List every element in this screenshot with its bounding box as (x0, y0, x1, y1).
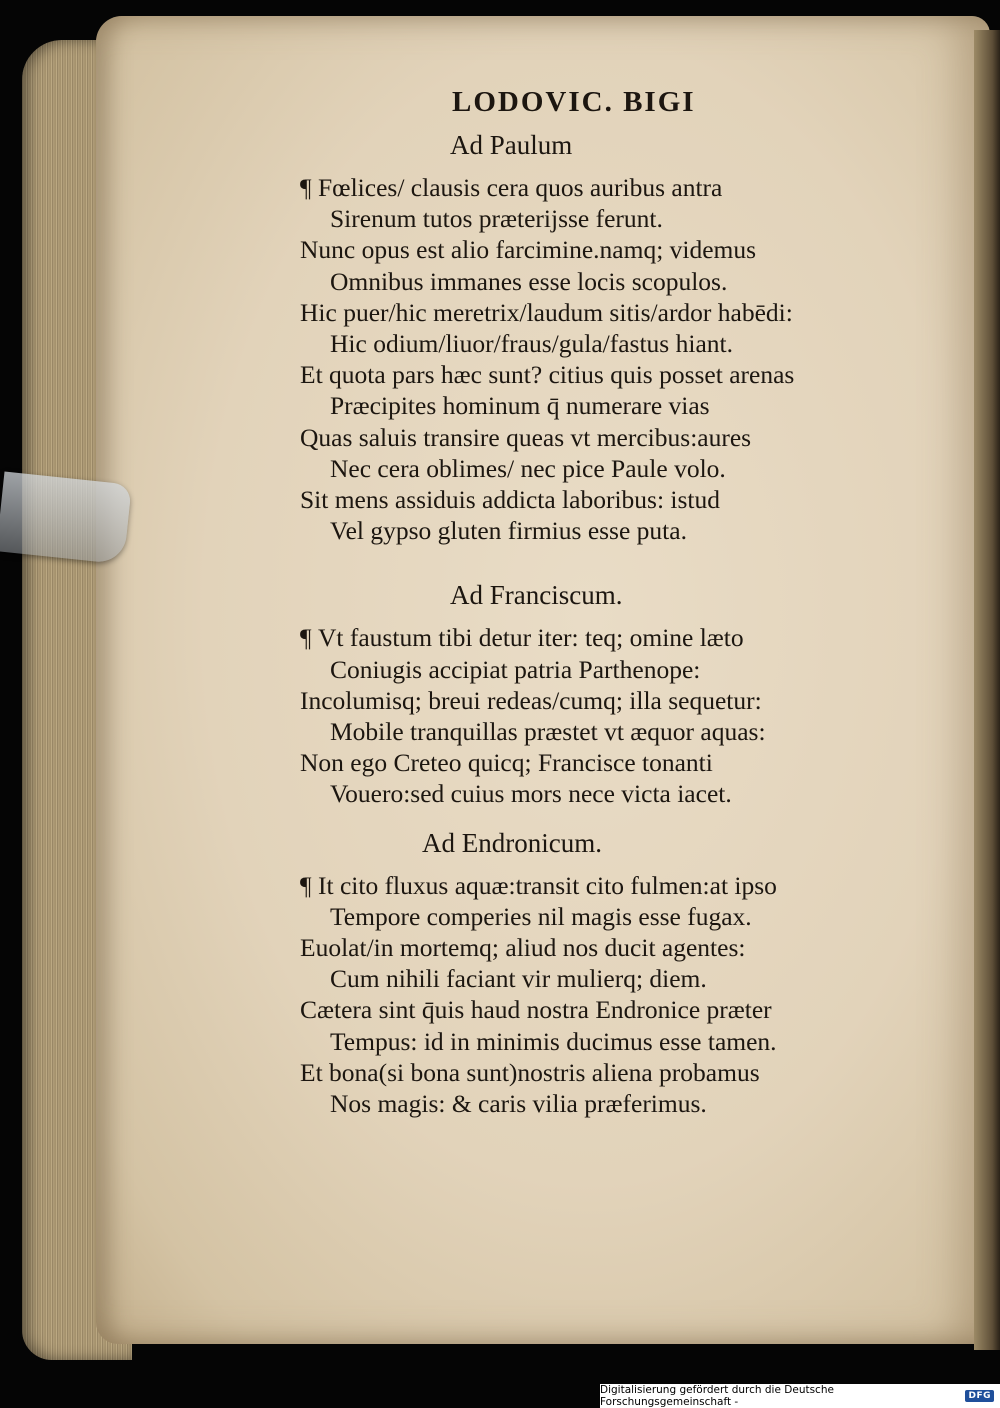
verse-text: Coniugis accipiat patria Parthenope: (330, 654, 701, 684)
book-gutter (974, 30, 1000, 1350)
verse-line (300, 328, 820, 359)
verse-text: Et quota pars hæc sunt? citius quis posset arenas (300, 360, 795, 390)
verse-text: Vel gypso gluten firmius esse puta. (330, 516, 687, 546)
poem-ad-paulum (300, 126, 820, 546)
verse-text: It cito fluxus aquæ:transit cito fulmen:at ipso (318, 870, 777, 900)
verse-text: Tempus: id in minimis ducimus esse tamen. (330, 1026, 777, 1056)
verse-text: Omnibus immanes esse locis scopulos. (330, 266, 728, 296)
verse-line (300, 932, 820, 963)
verse-line (300, 234, 820, 265)
verse-text: Mobile tranquillas præstet vt æquor aquas: (330, 717, 766, 747)
verse-line (300, 654, 820, 685)
verse-line (300, 622, 820, 653)
verse-text: Nos magis: & caris vilia præferimus. (330, 1089, 707, 1119)
poem-title: Ad Endronicum. (422, 827, 602, 858)
verse-text: Nunc opus est alio farcimine.namq; videmus (300, 235, 757, 265)
verse-line (300, 778, 820, 809)
verse-text: Sit mens assiduis addicta laboribus: istud (300, 485, 721, 515)
verse-line (300, 172, 820, 203)
verse-text: Quas saluis transire queas vt mercibus:aures (300, 422, 752, 452)
verse-text: Vouero:sed cuius mors nece victa iacet. (330, 779, 732, 809)
verse-line (300, 203, 820, 234)
verse-line (300, 297, 820, 328)
verse-line (300, 1057, 820, 1088)
poem-ad-franciscum (300, 576, 820, 809)
verse-text: Vt faustum tibi detur iter: teq; omine læto (318, 623, 744, 653)
verse-text: Hic odium/liuor/fraus/gula/fastus hiant. (330, 329, 733, 359)
verse-line (300, 963, 820, 994)
running-head: LODOVIC. BIGI (452, 86, 696, 118)
page-text-block (300, 82, 820, 1119)
verse-text: Et bona(si bona sunt)nostris aliena probamus (300, 1057, 760, 1087)
verse-line (300, 1026, 820, 1057)
verse-line (300, 515, 820, 546)
verse-text: Cum nihili faciant vir mulierq; diem. (330, 964, 707, 994)
verse-text: Sirenum tutos præterijsse ferunt. (330, 204, 663, 234)
digitization-credit: Digitalisierung gefördert durch die Deutsche Forschungsgemeinschaft - (600, 1384, 834, 1408)
verse-line (300, 747, 820, 778)
bookmark-strip (0, 472, 132, 565)
verse-text: Fœlices/ clausis cera quos auribus antra (318, 173, 723, 202)
verse-line (300, 422, 820, 453)
poem-lines (300, 172, 820, 546)
verse-line (300, 484, 820, 515)
verse-line (300, 266, 820, 297)
poem-title: Ad Paulum (450, 130, 573, 160)
poem-title: Ad Franciscum. (450, 580, 623, 611)
poem-lines (300, 622, 820, 809)
poem-ad-endronicum (300, 824, 820, 1120)
dfg-logo-icon: DFG (965, 1390, 994, 1402)
verse-line (300, 1088, 820, 1119)
digitization-credit-bar (600, 1384, 1000, 1408)
verse-text: Tempore comperies nil magis esse fugax. (330, 901, 752, 931)
verse-line (300, 870, 820, 901)
poem-lines (300, 870, 820, 1120)
verse-text: Cætera sint q̄uis haud nostra Endronice præter (300, 995, 772, 1025)
verse-text: Hic puer/hic meretrix/laudum sitis/ardor habēdi: (300, 297, 793, 327)
verse-text: Non ego Creteo quicq; Francisce tonanti (300, 748, 713, 778)
verse-line (300, 390, 820, 421)
pilcrow-icon: ¶ (300, 173, 312, 202)
verse-text: Euolat/in mortemq; aliud nos ducit agentes: (300, 933, 746, 963)
verse-line (300, 453, 820, 484)
verse-line (300, 901, 820, 932)
pilcrow-icon: ¶ (300, 870, 312, 900)
pilcrow-icon: ¶ (300, 623, 312, 653)
verse-text: Nec cera oblimes/ nec pice Paule volo. (330, 453, 726, 483)
verse-text: Præcipites hominum q̄ numerare vias (330, 391, 710, 421)
verse-line (300, 359, 820, 390)
verse-line (300, 716, 820, 747)
verse-line (300, 685, 820, 716)
verse-line (300, 994, 820, 1025)
verse-text: Incolumisq; breui redeas/cumq; illa sequetur: (300, 685, 762, 715)
